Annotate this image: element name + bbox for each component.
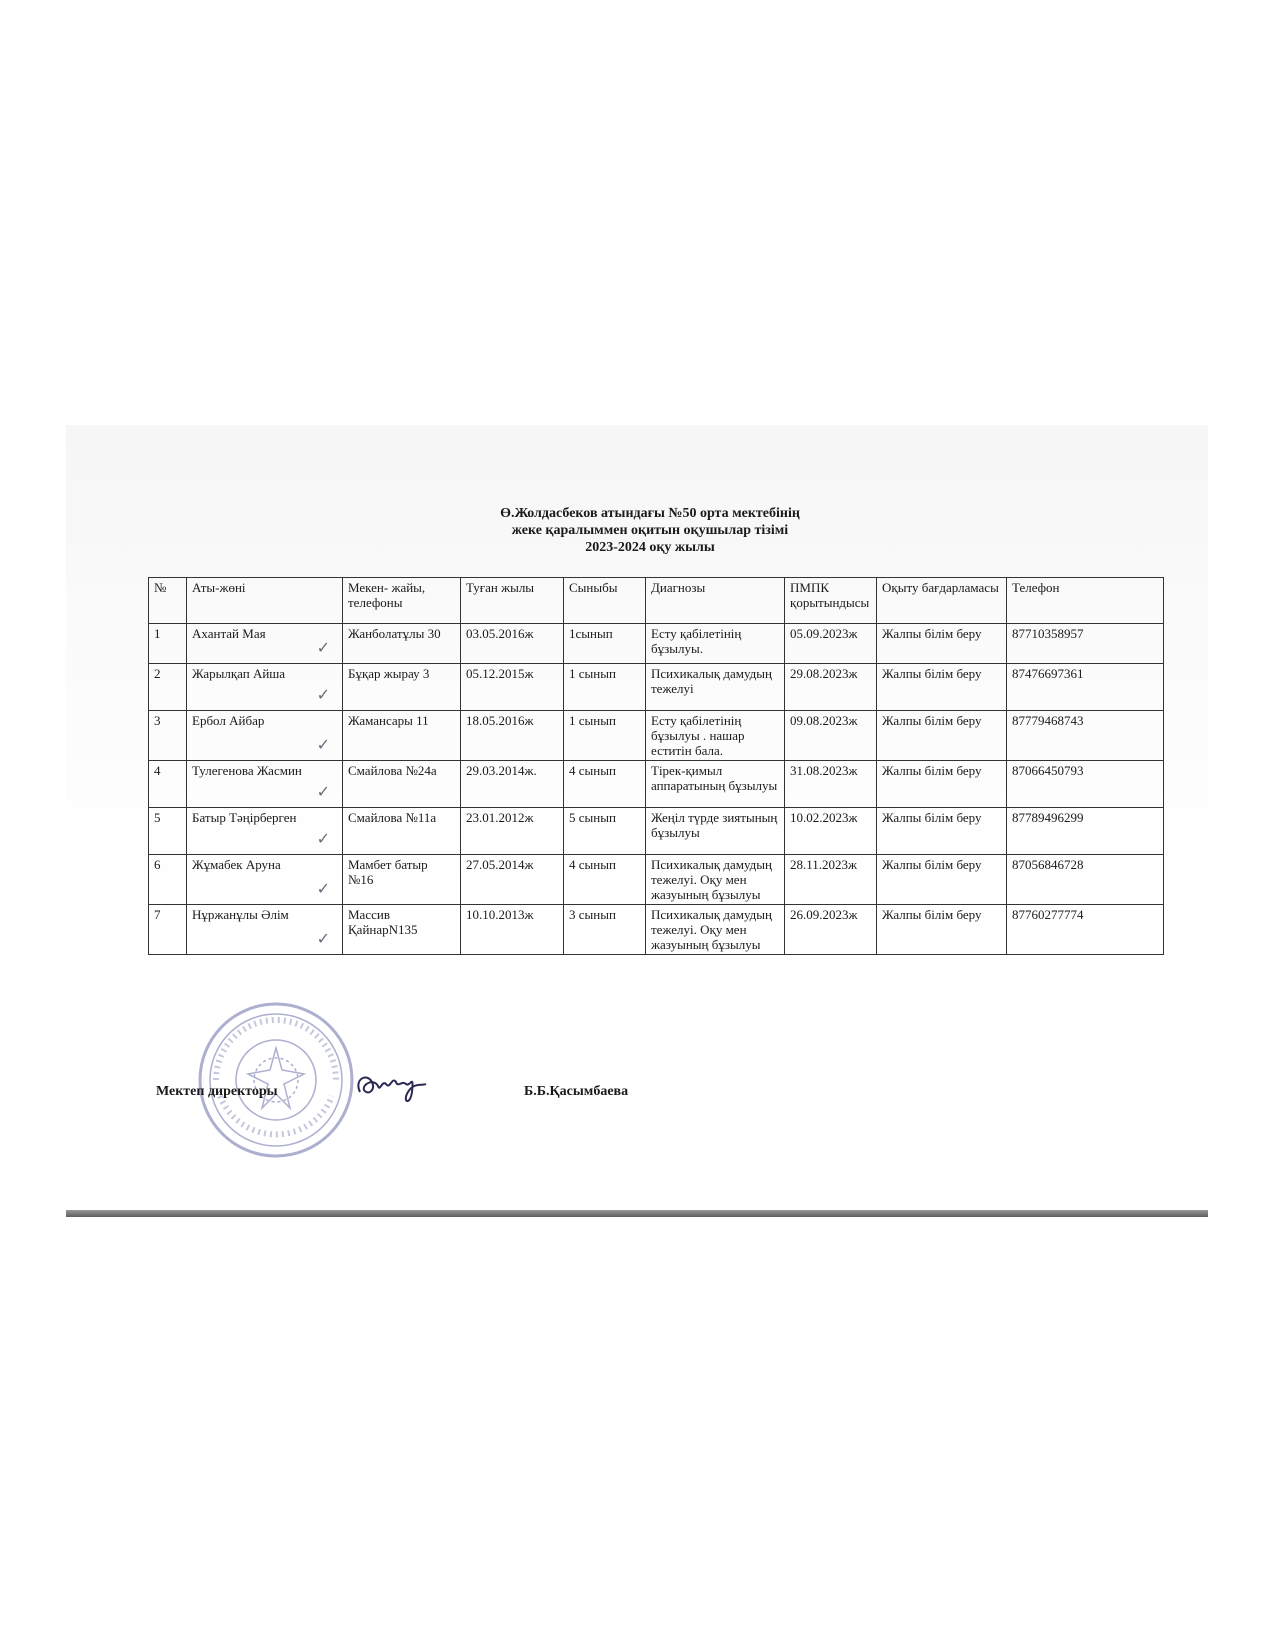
cell-num: 6	[149, 855, 187, 905]
cell-diagnosis: Есту қабілетінің бұзылуы . нашар еститін бала.	[646, 711, 785, 761]
cell-birth: 03.05.2016ж	[461, 624, 564, 664]
cell-pmpk: 28.11.2023ж	[785, 855, 877, 905]
cell-grade: 4 сынып	[564, 855, 646, 905]
cell-pmpk: 31.08.2023ж	[785, 761, 877, 808]
cell-address: Смайлова №24а	[343, 761, 461, 808]
student-name: Жұмабек Аруна	[192, 857, 281, 872]
cell-address: Смайлова №11а	[343, 808, 461, 855]
cell-grade: 1сынып	[564, 624, 646, 664]
cell-phone: 87789496299	[1007, 808, 1164, 855]
cell-name	[187, 808, 343, 855]
cell-pmpk: 10.02.2023ж	[785, 808, 877, 855]
document-title	[340, 505, 960, 556]
cell-name	[187, 761, 343, 808]
cell-grade: 4 сынып	[564, 761, 646, 808]
cell-diagnosis: Психикалық дамудың тежелуі	[646, 664, 785, 711]
cell-num: 3	[149, 711, 187, 761]
check-mark: ✓	[316, 638, 330, 657]
cell-birth: 29.03.2014ж.	[461, 761, 564, 808]
cell-phone: 87710358957	[1007, 624, 1164, 664]
table-row	[149, 761, 1164, 808]
students-table	[148, 577, 1164, 955]
cell-diagnosis: Есту қабілетінің бұзылуы.	[646, 624, 785, 664]
title-line-year: 2023-2024 оқу жылы	[585, 540, 715, 555]
cell-birth: 27.05.2014ж	[461, 855, 564, 905]
table-header-row	[149, 578, 1164, 624]
student-name: Тулегенова Жасмин	[192, 763, 302, 778]
header-birth: Туған жылы	[461, 578, 564, 624]
cell-name	[187, 905, 343, 955]
cell-address: Бұқар жырау 3	[343, 664, 461, 711]
cell-birth: 23.01.2012ж	[461, 808, 564, 855]
cell-address: Жанболатұлы 30	[343, 624, 461, 664]
header-program: Оқыту бағдарламасы	[877, 578, 1007, 624]
cell-num: 2	[149, 664, 187, 711]
cell-program: Жалпы білім беру	[877, 808, 1007, 855]
title-line-school: Ө.Жолдасбеков атындағы №50 орта мектебінің	[500, 506, 800, 521]
cell-birth: 18.05.2016ж	[461, 711, 564, 761]
cell-address: Жамансары 11	[343, 711, 461, 761]
student-name: Жарылқап Айша	[192, 666, 286, 681]
header-diagnosis: Диагнозы	[646, 578, 785, 624]
cell-grade: 3 сынып	[564, 905, 646, 955]
cell-birth: 05.12.2015ж	[461, 664, 564, 711]
cell-phone: 87066450793	[1007, 761, 1164, 808]
cell-pmpk: 05.09.2023ж	[785, 624, 877, 664]
cell-grade: 1 сынып	[564, 711, 646, 761]
cell-diagnosis: Тірек-қимыл аппаратының бұзылуы	[646, 761, 785, 808]
check-mark: ✓	[316, 929, 330, 948]
cell-diagnosis: Психикалық дамудың тежелуі. Оқу мен жазуының бұзылуы	[646, 855, 785, 905]
cell-name	[187, 711, 343, 761]
cell-name	[187, 624, 343, 664]
table-row	[149, 624, 1164, 664]
cell-program: Жалпы білім беру	[877, 761, 1007, 808]
table-row	[149, 808, 1164, 855]
director-label: Мектеп директоры	[156, 1084, 278, 1099]
scan-edge-shadow	[66, 1210, 1208, 1217]
table-row	[149, 711, 1164, 761]
check-mark: ✓	[316, 782, 330, 801]
check-mark: ✓	[316, 829, 330, 848]
header-name: Аты-жөні	[187, 578, 343, 624]
cell-name	[187, 855, 343, 905]
header-grade: Сыныбы	[564, 578, 646, 624]
student-name: Нұржанұлы Әлім	[192, 907, 289, 922]
cell-program: Жалпы білім беру	[877, 711, 1007, 761]
cell-pmpk: 26.09.2023ж	[785, 905, 877, 955]
cell-grade: 5 сынып	[564, 808, 646, 855]
cell-program: Жалпы білім беру	[877, 855, 1007, 905]
cell-num: 7	[149, 905, 187, 955]
cell-address: Массив ҚайнарN135	[343, 905, 461, 955]
table-row	[149, 664, 1164, 711]
header-address: Мекен- жайы, телефоны	[343, 578, 461, 624]
header-pmpk: ПМПК қорытындысы	[785, 578, 877, 624]
cell-diagnosis: Жеңіл түрде зиятының бұзылуы	[646, 808, 785, 855]
table-row	[149, 855, 1164, 905]
cell-birth: 10.10.2013ж	[461, 905, 564, 955]
cell-phone: 87056846728	[1007, 855, 1164, 905]
check-mark: ✓	[316, 685, 330, 704]
student-name: Ахантай Мая	[192, 626, 266, 641]
cell-program: Жалпы білім беру	[877, 624, 1007, 664]
cell-diagnosis: Психикалық дамудың тежелуі. Оқу мен жазуының бұзылуы	[646, 905, 785, 955]
signature-block	[156, 1078, 756, 1118]
cell-phone: 87476697361	[1007, 664, 1164, 711]
header-phone: Телефон	[1007, 578, 1164, 624]
cell-pmpk: 29.08.2023ж	[785, 664, 877, 711]
cell-phone: 87779468743	[1007, 711, 1164, 761]
cell-pmpk: 09.08.2023ж	[785, 711, 877, 761]
cell-program: Жалпы білім беру	[877, 664, 1007, 711]
cell-program: Жалпы білім беру	[877, 905, 1007, 955]
cell-num: 1	[149, 624, 187, 664]
cell-name	[187, 664, 343, 711]
student-name: Батыр Тәңірберген	[192, 810, 297, 825]
title-line-list: жеке қаралыммен оқитын оқушылар тізімі	[511, 523, 789, 538]
student-name: Ербол Айбар	[192, 713, 265, 728]
cell-address: Мамбет батыр №16	[343, 855, 461, 905]
cell-grade: 1 сынып	[564, 664, 646, 711]
check-mark: ✓	[316, 879, 330, 898]
table-row	[149, 905, 1164, 955]
header-num: №	[149, 578, 187, 624]
cell-num: 5	[149, 808, 187, 855]
cell-num: 4	[149, 761, 187, 808]
cell-phone: 87760277774	[1007, 905, 1164, 955]
director-name: Б.Б.Қасымбаева	[524, 1084, 629, 1099]
check-mark: ✓	[316, 735, 330, 754]
